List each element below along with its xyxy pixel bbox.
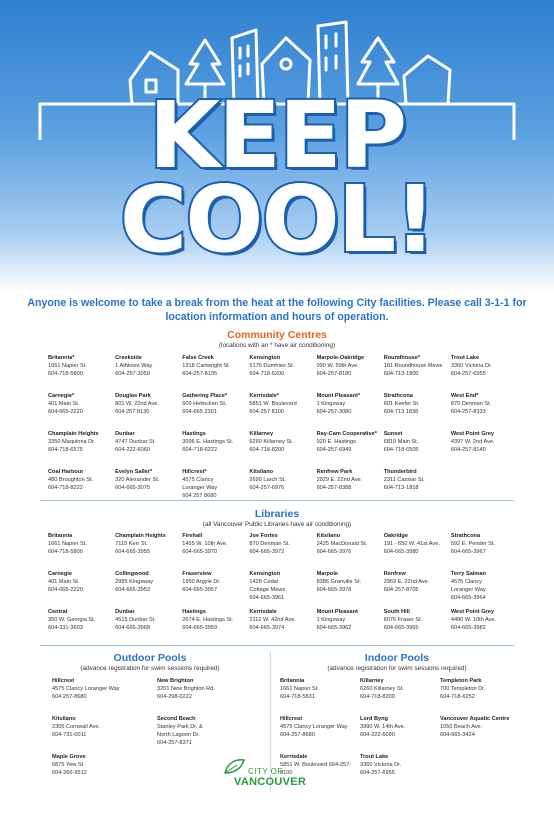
facility-phone: 604-257-8388 [316, 485, 352, 491]
facility-name: Douglas Park [115, 393, 151, 399]
list-item [115, 354, 182, 392]
facility-address: 2674 E. Hastings St. [182, 617, 234, 623]
facility-address: 870 Denman St. [249, 541, 290, 547]
facility-phone: 604-665-3976 [316, 549, 352, 555]
facility-name: Vancouver Aquatic Centre [440, 716, 510, 722]
facility-phone: 604-257-6955 [360, 770, 395, 776]
facility-name: New Brighton [157, 678, 194, 684]
facility-address: 2311 Cassiar St. [383, 477, 425, 483]
hero-banner [0, 0, 554, 292]
facility-address: 4480 W. 10th Ave. [450, 617, 497, 623]
list-item [384, 430, 451, 468]
list-item [48, 392, 115, 430]
facility-phone: 604-257-8195 [182, 371, 218, 377]
list-item [451, 430, 518, 468]
facility-phone: 604-257-8333 [450, 409, 486, 415]
facility-name: Hillcrest [280, 716, 303, 722]
facility-address: 4747 Dunbar St. [115, 439, 156, 445]
facility-name: Kitsilano [316, 533, 341, 539]
facility-phone: 604-222-6060 [115, 447, 150, 453]
facility-address: 3990 W. 14th Ave. [360, 724, 406, 730]
facility-name: Firehall [182, 533, 203, 539]
facility-phone: 604-665-2220 [48, 409, 83, 415]
facility-name: Roundhouse* [383, 355, 421, 361]
facility-name: Hillcrest* [182, 469, 207, 475]
facility-name: Kitsilano [52, 716, 76, 722]
facility-address: 3360 Victoria Dr. [360, 762, 402, 768]
facility-address: 1950 Argyle Dr. [182, 579, 221, 585]
facility-phone: 604-665-3965 [383, 625, 419, 631]
section-divider [40, 645, 514, 646]
facility-phone: 604-665-3972 [249, 549, 285, 555]
list-item [317, 430, 384, 468]
facility-name: Marpole [316, 571, 339, 577]
facility-address: 6810 Main St. [383, 439, 419, 445]
facility-address: Stanley Park Dr. & [157, 724, 203, 730]
facility-name: Thunderbird [383, 469, 417, 475]
list-item [48, 532, 115, 570]
headline-cool: COOL! [119, 166, 435, 273]
facility-name: Lord Byng [360, 716, 388, 722]
facility-phone: 604-257-8371 [157, 740, 192, 746]
city-of-vancouver-logo [222, 757, 332, 797]
facility-phone: 604-665-3964 [450, 595, 486, 601]
facility-address: 700 Templeton Dr. [440, 686, 486, 692]
list-item [182, 570, 249, 608]
list-item [115, 532, 182, 570]
intro-text: Anyone is welcome to take a break from the heat at the following City facilities. Please call 3-1-1 for location information and hours of operation. [27, 297, 527, 323]
facility-phone: 604-257-8705 [383, 587, 419, 593]
facility-name: Creekside [115, 355, 142, 361]
facility-name: Champlain Heights [115, 533, 166, 539]
facility-address: 2305 Cornwall Ave. [52, 724, 101, 730]
facility-phone: 604-331-3603 [48, 625, 83, 631]
facility-name: Gathering Place* [182, 393, 228, 399]
facility-phone: 604-665-3953 [115, 587, 150, 593]
facility-name: Evelyn Saller* [115, 469, 153, 475]
facility-phone: 604-266-9512 [52, 770, 87, 776]
list-item [48, 570, 115, 608]
facility-address: 1050 Beach Ave. [440, 724, 483, 730]
facility-name: Carnegie* [48, 393, 75, 399]
list-item [157, 715, 262, 753]
list-item [280, 715, 360, 753]
list-item [317, 608, 384, 646]
facility-address: 4575 Clancy [450, 579, 482, 585]
community-centres-title: Community Centres [227, 329, 327, 341]
facility-name: Renfrew Park [316, 469, 353, 475]
facility-address: Cottage Mews [249, 587, 286, 593]
list-item [115, 608, 182, 646]
facility-address: 592 E. Pender St. [450, 541, 496, 547]
facility-address: 2425 MacDonald St. [316, 541, 368, 547]
facility-address: 1455 W. 10th Ave. [182, 541, 228, 547]
facility-phone: 604-257-8180 [316, 371, 352, 377]
facility-name: Central [48, 609, 68, 615]
facility-address: 2690 Larch St. [249, 477, 286, 483]
facility-name: Second Beach [157, 716, 196, 722]
facility-name: West Point Grey [450, 431, 494, 437]
facility-phone: 604-665-3955 [115, 549, 150, 555]
facility-phone: 604-257 8100 [249, 409, 284, 415]
list-item [360, 715, 440, 753]
facility-address: Loranger Way [450, 587, 486, 593]
facility-address: 5175 Dumfries St. [249, 363, 295, 369]
facility-address: 350 W. Georgia St. [48, 617, 96, 623]
outdoor-pools-subtitle: (advance registration for swim sessions required) [80, 665, 220, 672]
facility-phone: 604-665-3970 [182, 549, 218, 555]
facility-phone: 604-665-2220 [48, 587, 83, 593]
facility-name: Kerrisdale [280, 754, 308, 760]
facility-name: Kensington [249, 355, 281, 361]
facility-address: 4515 Dunbar St. [115, 617, 156, 623]
facility-address: 601 Keefer St. [383, 401, 420, 407]
facility-address: 1661 Napier St. [48, 363, 87, 369]
list-item [249, 570, 316, 608]
indoor-pools-subtitle: (advance registration for swim sessions required) [327, 665, 467, 672]
facility-phone: 604-665-3974 [249, 625, 285, 631]
facility-phone: 604-713 1838 [383, 409, 419, 415]
facility-address: 1661 Napier St. [280, 686, 319, 692]
list-item [52, 753, 157, 791]
list-item [115, 430, 182, 468]
facility-address: 6875 Yew St. [52, 762, 85, 768]
facility-address: 3350 Maquinna Dr. [48, 439, 96, 445]
list-item [384, 392, 451, 430]
facility-name: Coal Harbour [48, 469, 84, 475]
list-item [360, 753, 440, 791]
facility-phone: 604-257-8140 [450, 447, 486, 453]
libraries-subtitle: (all Vancouver Public Libraries have air conditioning) [202, 521, 352, 528]
facility-name: Joe Fortes [249, 533, 278, 539]
facility-phone: 604-718-6505 [383, 447, 419, 453]
community-centres-subtitle: (locations with an * have air conditioning) [218, 342, 336, 349]
list-item [182, 392, 249, 430]
facility-name: Dunbar [115, 609, 135, 615]
facility-phone: 604 257-8680 [52, 694, 87, 700]
libraries-title: Libraries [254, 508, 300, 520]
list-item [451, 608, 518, 646]
facility-phone: 5851 W. Boulevard 604-257-8100 [280, 762, 352, 776]
leaf-icon [222, 757, 248, 777]
facility-name: Fraserview [182, 571, 212, 577]
facility-phone: 604-257-6976 [249, 485, 285, 491]
facility-phone: 604-665-3982 [450, 625, 486, 631]
facility-phone: 604-718-6575 [48, 447, 83, 453]
facility-address: 920 E. Hastings [316, 439, 357, 445]
title-block [0, 0, 554, 292]
list-item [317, 532, 384, 570]
facility-phone: 604-665-3967 [450, 549, 486, 555]
list-item [451, 354, 518, 392]
facility-name: Killarney [360, 678, 384, 684]
facility-phone: 604-718-6222 [182, 447, 218, 453]
list-item [182, 354, 249, 392]
list-item [451, 532, 518, 570]
facility-name: Collingwood [115, 571, 149, 577]
facility-phone: 604-257-8680 [280, 732, 315, 738]
facility-name: Hastings [182, 431, 206, 437]
libraries-list [48, 532, 518, 646]
facility-name: West End* [450, 393, 479, 399]
facility-name: Carnegie [48, 571, 72, 577]
facility-address: 1 Athletes Way [115, 363, 153, 369]
facility-address: 4575 Clancy Loranger Way [52, 686, 120, 692]
facility-address: 2985 Kingsway [115, 579, 154, 585]
facility-phone: 604-731-0011 [52, 732, 87, 738]
facility-phone: 604-713-1818 [383, 485, 419, 491]
facility-address: 3201 New Brighton Rd. [157, 686, 215, 692]
facility-address: 6260 Killarney St. [249, 439, 294, 445]
facility-address: 4575 Clancy Loranger Way [280, 724, 348, 730]
facility-address: 401 Main St. [48, 401, 80, 407]
facility-name: Hillcrest [52, 678, 75, 684]
list-item [52, 677, 157, 715]
list-item [384, 570, 451, 608]
facility-name: False Creek [182, 355, 214, 361]
facility-name: Dunbar [115, 431, 135, 437]
facility-phone: 604-257-3050 [115, 371, 150, 377]
list-item [317, 354, 384, 392]
facility-name: Renfrew [383, 571, 406, 577]
facility-address: 1318 Cartwright St. [182, 363, 231, 369]
indoor-pools-title: Indoor Pools [364, 652, 430, 664]
facility-phone: 604 257 8680 [182, 493, 217, 499]
facility-name: Kerrisdale [249, 609, 277, 615]
facility-name: Kerrisdale* [249, 393, 279, 399]
facility-address: 870 Denman St. [450, 401, 492, 407]
facility-phone: 604-713-1800 [383, 371, 419, 377]
list-item [115, 392, 182, 430]
facility-name: West Point Grey [450, 609, 494, 615]
facility-address: 1 Kingsway [316, 401, 346, 407]
facility-address: 7110 Kerr St. [115, 541, 148, 547]
list-item [182, 608, 249, 646]
list-item [249, 354, 316, 392]
facility-name: Strathcona [383, 393, 413, 399]
list-item [317, 570, 384, 608]
facility-address: 6076 Fraser St. [383, 617, 423, 623]
facility-name: Kensington [249, 571, 281, 577]
facility-address: 2112 W. 42nd Ave. [249, 617, 296, 623]
list-item [249, 608, 316, 646]
facility-name: Trout Lake [450, 355, 480, 361]
facility-address: 320 Alexander St. [115, 477, 160, 483]
facility-phone: 604-718-8200 [249, 447, 285, 453]
section-divider [40, 500, 514, 501]
facility-address: 1 Kingsway [316, 617, 346, 623]
facility-name: Britannia [48, 533, 73, 539]
community-centres-list [48, 354, 518, 506]
facility-address: Loranger Way [182, 485, 218, 491]
logo-city-of: CITY OF [248, 767, 283, 776]
facility-address: 181 Roundhouse Mews [383, 363, 443, 369]
facility-name: Templeton Park [440, 678, 482, 684]
facility-address: 4575 Clancy [182, 477, 214, 483]
list-item [48, 354, 115, 392]
facility-address: North Lagoon Dr. [157, 732, 200, 738]
facility-address: 8386 Granville St. [316, 579, 362, 585]
facility-phone: 604-665-3968 [115, 625, 150, 631]
facility-phone: 604-298-0222 [157, 694, 192, 700]
list-item [48, 608, 115, 646]
list-item [182, 430, 249, 468]
facility-phone: 604-665-3075 [115, 485, 150, 491]
facility-address: 990 W. 59th Ave. [316, 363, 359, 369]
facility-name: Terry Salman [450, 571, 486, 577]
facility-address: 1661 Napier St. [48, 541, 87, 547]
facility-phone: 604-718-8222 [48, 485, 83, 491]
list-item [384, 608, 451, 646]
facility-address: 3096 E. Hastings St. [182, 439, 234, 445]
facility-address: 2969 E. 22nd Ave. [383, 579, 430, 585]
facility-name: Kitsilano [249, 469, 274, 475]
list-item [384, 354, 451, 392]
list-item [249, 430, 316, 468]
facility-address: 4397 W. 2nd Ave. [450, 439, 495, 445]
facility-phone: 604-665 2391 [182, 409, 217, 415]
list-item [440, 715, 520, 753]
facility-address: 2929 E. 22nd Ave. [316, 477, 363, 483]
list-item [115, 570, 182, 608]
facility-name: Mount Pleasant* [316, 393, 361, 399]
facility-name: Oakridge [383, 533, 408, 539]
facility-phone: 604 257 8130 [115, 409, 150, 415]
list-item [317, 392, 384, 430]
facility-phone: 604-665-3980 [383, 549, 419, 555]
facility-name: Sunset [383, 431, 403, 437]
facility-phone: 604-718-8200 [360, 694, 395, 700]
facility-phone: 604-665-3961 [249, 595, 285, 601]
facility-phone: 604-718-6200 [249, 371, 285, 377]
headline-keep: KEEP [148, 82, 406, 189]
facility-phone: 604-665-3959 [182, 625, 218, 631]
facility-address: 401 Main St. [48, 579, 80, 585]
facility-address: 5851 W. Boulevard [249, 401, 297, 407]
facility-address: 801 W. 22nd Ave. [115, 401, 159, 407]
facility-address: 3360 Victoria Dr. [450, 363, 493, 369]
facility-phone: 604-718-5831 [280, 694, 315, 700]
facility-phone: 604-665-3424 [440, 732, 475, 738]
facility-address: 609 Helmcken St. [182, 401, 227, 407]
facility-name: Trout Lake [360, 754, 389, 760]
facility-phone: 604-665-3978 [316, 587, 352, 593]
facility-phone: 604-257-6949 [316, 447, 352, 453]
list-item [249, 392, 316, 430]
facility-address: 191 - 650 W. 41st Ave. [383, 541, 440, 547]
facility-phone: 604-665-3962 [316, 625, 352, 631]
list-item [280, 677, 360, 715]
facility-phone: 604-257-3080 [316, 409, 352, 415]
list-item [249, 532, 316, 570]
facility-name: Mount Pleasant [316, 609, 358, 615]
list-item [48, 430, 115, 468]
facility-phone: 604-257-6955 [450, 371, 486, 377]
facility-name: Ray-Cam Cooperative* [316, 431, 377, 437]
facility-phone: 604-222-6090 [360, 732, 395, 738]
facility-phone: 604-718-6252 [440, 694, 475, 700]
list-item [384, 532, 451, 570]
facility-phone: 604-718-5800 [48, 549, 83, 555]
facility-address: 480 Broughton St. [48, 477, 94, 483]
list-item [451, 570, 518, 608]
list-item [451, 392, 518, 430]
list-item [52, 715, 157, 753]
facility-address: 6260 Killarney St. [360, 686, 404, 692]
facility-name: Britannia [280, 678, 305, 684]
list-item [182, 532, 249, 570]
facility-name: Maple Grove [52, 754, 86, 760]
facility-phone: 604-665-3957 [182, 587, 218, 593]
facility-name: Killarney [249, 431, 274, 437]
facility-address: 1428 Cedar [249, 579, 279, 585]
facility-name: South Hill [383, 609, 410, 615]
list-item [157, 677, 262, 715]
outdoor-pools-title: Outdoor Pools [113, 652, 187, 664]
facility-name: Marpole-Oakridge [316, 355, 365, 361]
logo-vancouver: VANCOUVER [234, 776, 307, 788]
facility-name: Hastings [182, 609, 206, 615]
facility-name: Champlain Heights [48, 431, 99, 437]
facility-name: Britannia* [48, 355, 75, 361]
list-item [360, 677, 440, 715]
facility-name: Strathcona [450, 533, 481, 539]
list-item [440, 677, 520, 715]
facility-phone: 604-718-5800 [48, 371, 83, 377]
